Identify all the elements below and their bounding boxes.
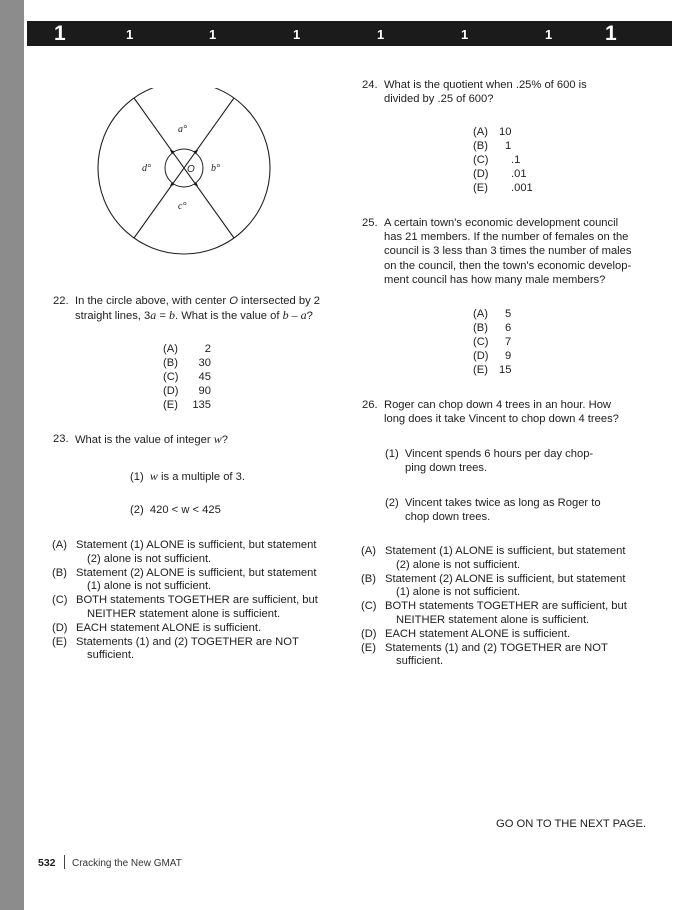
answer-choice[interactable]: (B) 1 [473,140,512,152]
ds-choices-23 [52,539,352,663]
answer-choice[interactable]: (D) .01 [473,168,527,180]
answer-choice[interactable]: (A) 2 [163,343,211,355]
answer-choice[interactable]: (A) 10 [473,126,512,138]
left-margin-bar [0,0,24,910]
section-label: 1 [209,27,217,42]
question-stem-line: divided by .25 of 600? [384,93,494,106]
footer-divider [64,855,65,869]
answer-choice[interactable]: (B) Statement (2) ALONE is sufficient, but statement (1) alone is not sufficient. [52,566,317,593]
answer-choice[interactable]: (D) 90 [163,385,211,397]
answer-choice[interactable]: (C) 45 [163,371,211,383]
label-c: c° [178,201,187,212]
section-label: 1 [461,27,469,42]
book-title: Cracking the New GMAT [72,858,182,869]
question-stem-line: A certain town's economic development council [384,217,619,229]
question-stem-line: In the circle above, with center O intersected by 2 [75,295,321,307]
page-number: 532 [38,857,56,869]
section-label: 1 [54,22,66,45]
label-a: a° [178,124,187,135]
statement-2: (2) 420 < w < 425 [130,504,221,516]
ds-choices-26 [361,545,661,669]
question-number: 25. [362,217,378,229]
answer-choice[interactable]: (A) 5 [473,308,512,320]
answer-choice[interactable]: (E) Statements (1) and (2) TOGETHER are NOT sufficient. [361,641,608,668]
answer-choice[interactable]: (C) BOTH statements TOGETHER are sufficient, but NEITHER statement alone is sufficient. [361,600,627,626]
question-stem-line: long does it take Vincent to chop down 4 trees? [384,413,619,426]
statement-1: (1) w is a multiple of 3. [130,469,245,483]
answer-choice[interactable]: (E) 15 [473,364,512,376]
question-stem-line: on the council, then the town's economic develop- [384,259,632,272]
answer-choice[interactable]: (C) .1 [473,154,521,166]
question-number: 26. [362,399,378,411]
continue-instruction: GO ON TO THE NEXT PAGE. [496,818,647,830]
answer-choice[interactable]: (D) EACH statement ALONE is sufficient. [361,627,571,640]
question-stem-line: council is 3 less than 3 times the number of males [384,245,632,258]
question-number: 23. [53,433,69,445]
outer-circle [98,88,270,254]
answer-choice[interactable]: (B) 30 [163,357,211,369]
answer-choice[interactable]: (B) Statement (2) ALONE is sufficient, but statement (1) alone is not sufficient. [361,572,626,599]
answer-choice[interactable]: (C) BOTH statements TOGETHER are sufficient, but NEITHER statement alone is sufficient. [52,594,318,620]
section-label: 1 [377,27,385,42]
question-stem-line: has 21 members. If the number of females on the [384,231,629,244]
answer-choice[interactable]: (E) 135 [163,399,211,411]
answer-choice[interactable]: (B) 6 [473,322,512,334]
question-stem-line: straight lines, 3a = b. What is the value of b – a? [75,308,313,323]
question-stem-line: Roger can chop down 4 trees in an hour. How [384,399,611,411]
answer-choice[interactable]: (A) Statement (1) ALONE is sufficient, but statement (2) alone is not sufficient. [361,545,626,571]
statement-2: (2) Vincent takes twice as long as Roger to chop down trees. [385,497,601,523]
question-number: 24. [362,79,378,91]
answer-choice[interactable]: (C) 7 [473,336,512,348]
section-label: 1 [545,27,553,42]
statement-1: (1) Vincent spends 6 hours per day chop- ping down trees. [385,448,594,474]
question-stem-line: What is the value of integer w? [75,432,228,446]
answer-choice[interactable]: (A) Statement (1) ALONE is sufficient, but statement (2) alone is not sufficient. [52,539,317,565]
answer-choice[interactable]: (D) EACH statement ALONE is sufficient. [52,621,262,634]
question-stem-line: ment council has how many male members? [384,273,606,286]
section-label: 1 [605,22,617,45]
center-label: O [187,164,195,175]
circle-figure [90,88,280,280]
var-center: O [229,295,238,307]
section-header-bar [27,21,672,46]
question-stem-line: What is the quotient when .25% of 600 is [384,79,587,91]
answer-choice[interactable]: (D) 9 [473,350,512,362]
label-b: b° [211,163,220,174]
question-number: 22. [53,295,69,307]
answer-choice[interactable]: (E) .001 [473,182,533,194]
section-label: 1 [126,27,134,42]
label-d: d° [142,163,151,174]
answer-choice[interactable]: (E) Statements (1) and (2) TOGETHER are NOT sufficient. [52,635,299,662]
section-label: 1 [293,27,301,42]
